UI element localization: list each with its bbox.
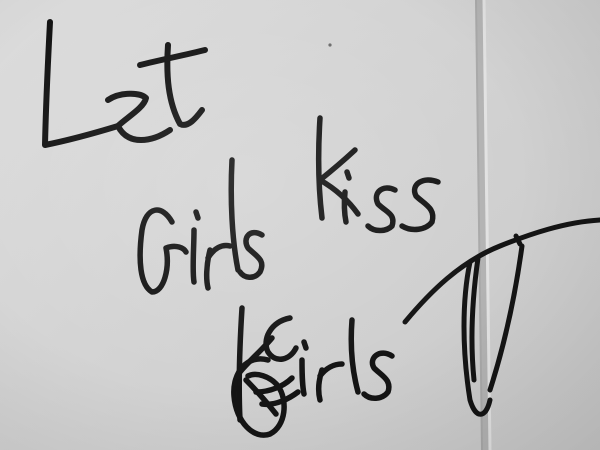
handwritten-word-kiss (319, 118, 438, 231)
heart-doodle (405, 220, 600, 414)
handwritten-word-let (45, 22, 205, 145)
handwritten-word-girls-2 (234, 308, 392, 435)
wall-seam (476, 0, 490, 450)
wall-speck (328, 43, 331, 46)
handwritten-word-girls-1 (140, 160, 262, 292)
